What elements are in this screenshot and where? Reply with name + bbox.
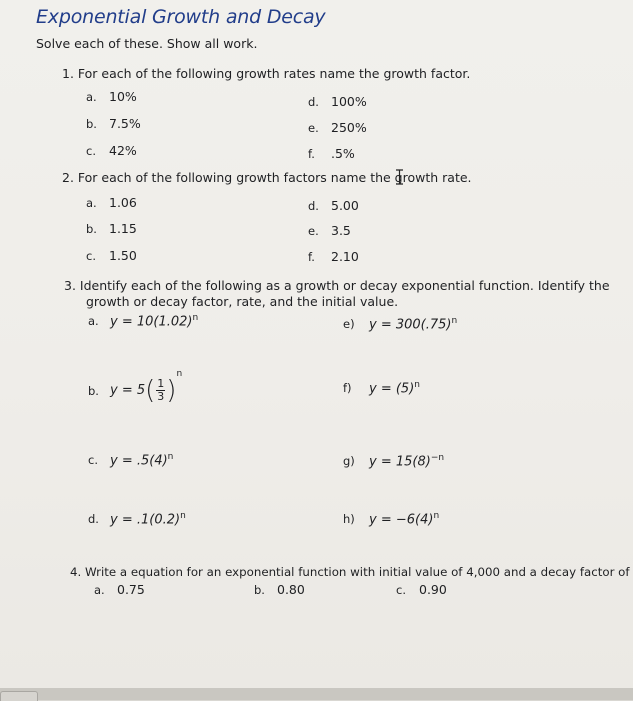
- q3-item-e: e) $y = 300(.75)^n$: [343, 316, 458, 333]
- q1-option-a: a. 10%: [86, 89, 137, 104]
- q1-option-c: c. 42%: [86, 143, 137, 158]
- q3-item-b-fraction: $\frac{1}{3}$: [157, 377, 165, 403]
- q3-item-h: h) $y = -6(4)^n$: [343, 511, 440, 528]
- q3-prompt-line1: 3. Identify each of the following as a growth or decay exponential function. Identify the: [64, 278, 610, 293]
- instructions: Solve each of these. Show all work.: [36, 36, 258, 51]
- q3-item-a: a. $y = 10(1.02)^n$: [88, 313, 199, 330]
- q3-prompt-line2: growth or decay factor, rate, and the initial value.: [86, 294, 399, 309]
- q1-option-d: d. 100%: [308, 94, 367, 109]
- bottom-bar: [0, 688, 633, 700]
- q4-option-a: a. 0.75: [94, 582, 145, 597]
- q2-option-d: d. 5.00: [308, 198, 359, 213]
- q2-option-c: c. 1.50: [86, 248, 137, 263]
- q4-option-c: c. 0.90: [396, 582, 447, 597]
- q1-option-b: b. 7.5%: [86, 116, 141, 131]
- q1-option-f: f. .5%: [308, 146, 355, 161]
- q1-option-e: e. 250%: [308, 120, 367, 135]
- worksheet-title: Exponential Growth and Decay: [36, 6, 326, 28]
- q3-item-c: c. $y = .5(4)^n$: [88, 452, 174, 469]
- q3-item-d: d. $y = .1(0.2)^n$: [88, 511, 186, 528]
- q2-prompt: 2. For each of the following growth factors name the growth rate.: [62, 170, 472, 185]
- q3-item-b: b. y = 5( $\frac{1}{3}$ )$^n$: [88, 369, 183, 406]
- q2-option-a: a. 1.06: [86, 195, 137, 210]
- q3-item-g: g) $y = 15(8)^{-n}$: [343, 453, 445, 470]
- q3-item-f: f) $y = (5)^n$: [343, 380, 420, 397]
- q2-option-b: b. 1.15: [86, 221, 137, 236]
- q2-option-f: f. 2.10: [308, 249, 359, 264]
- text-cursor-icon: [395, 169, 404, 185]
- q4-option-b: b. 0.80: [254, 582, 305, 597]
- q4-prompt: 4. Write a equation for an exponential function with initial value of 4,000 and a decay factor of: [70, 565, 630, 579]
- q2-option-e: e. 3.5: [308, 223, 351, 238]
- q1-prompt: 1. For each of the following growth rates name the growth factor.: [62, 66, 471, 81]
